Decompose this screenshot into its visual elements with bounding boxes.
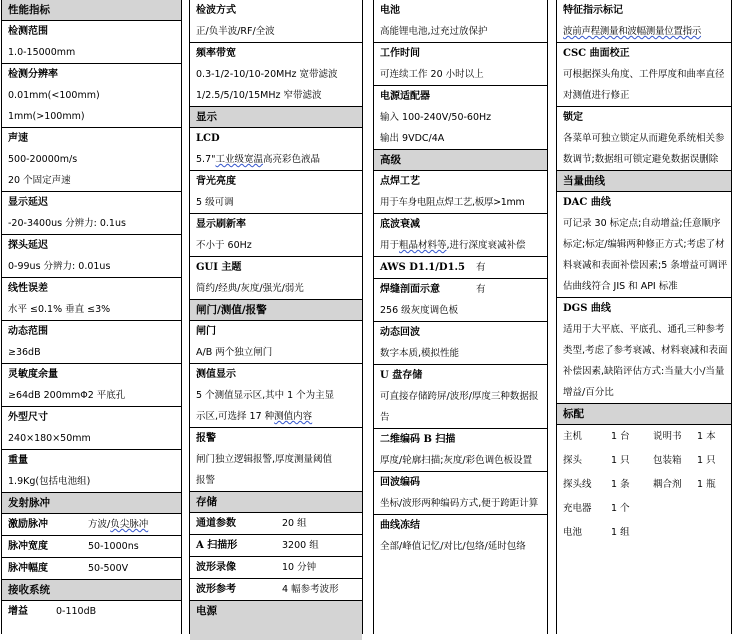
spec-pulse-amplitude-title: 脉冲幅度 <box>8 563 48 574</box>
spec-channel-title: 通道参数 <box>196 518 236 529</box>
spec-adapter-value-2: 输出 9VDC/4A <box>380 133 445 144</box>
spec-battery <box>374 0 547 43</box>
spec-backlight-title: 背光亮度 <box>196 176 236 187</box>
spec-backlight <box>190 171 362 214</box>
section-power: 电源 <box>190 601 362 640</box>
spec-work-time <box>374 43 547 86</box>
spec-gate <box>190 321 362 364</box>
spec-bandwidth-title: 频率带宽 <box>196 48 236 59</box>
section-pulse: 发射脉冲 <box>2 493 181 514</box>
spec-usb-value: 可直接存储跨屏/波形/厚度三种数据报告 <box>380 391 539 423</box>
column-power-advanced <box>373 0 548 634</box>
spec-measure-title: 测值显示 <box>196 369 236 380</box>
spec-sensitivity <box>2 364 181 407</box>
spec-aws-value: 有 <box>476 262 486 273</box>
spec-weight-title: 重量 <box>8 455 28 466</box>
spec-pulse-amplitude <box>2 558 181 580</box>
spec-pulse-width-title: 脉冲宽度 <box>8 541 48 552</box>
package-list <box>557 425 731 545</box>
spec-gain-value: 0-110dB <box>56 606 97 617</box>
spec-echo-encode-title: 回波编码 <box>380 477 420 488</box>
column-features <box>556 0 732 634</box>
spec-measure-value-2 <box>196 406 359 427</box>
spec-dac-title: DAC 曲线 <box>563 197 611 208</box>
spec-refresh <box>190 214 362 257</box>
spec-size-title: 外型尺寸 <box>8 412 48 423</box>
package-item-name: 充电器 <box>563 503 592 514</box>
spec-dynamic-echo-title: 动态回波 <box>380 327 420 338</box>
spec-sound-title: 声速 <box>8 133 28 144</box>
spec-size-value: 240×180×50mm <box>8 433 91 444</box>
spec-curve-freeze-title: 曲线冻结 <box>380 520 420 531</box>
spec-gate-title: 闸门 <box>196 326 216 337</box>
package-item-qty: 1 台 <box>611 431 630 442</box>
spec-ascan <box>190 535 362 557</box>
section-display: 显示 <box>190 107 362 128</box>
spec-battery-title: 电池 <box>380 5 400 16</box>
column-display-storage <box>189 0 363 634</box>
spec-lcd <box>190 128 362 171</box>
section-gate: 闸门/测值/报警 <box>190 300 362 321</box>
spec-curve-freeze-value: 全部/峰值记忆/对比/包络/延时包络 <box>380 541 526 552</box>
spec-csc-value: 可根据探头角度、工件厚度和曲率直径对测值进行修正 <box>563 69 725 101</box>
spec-detection-title: 检波方式 <box>196 5 236 16</box>
spec-gain <box>2 601 181 622</box>
spec-alarm <box>190 428 362 492</box>
spec-spot-weld <box>374 171 547 214</box>
spec-bscan <box>374 429 547 472</box>
package-item-name: 耦合剂 <box>653 479 682 490</box>
spec-gain-title: 增益 <box>8 606 28 617</box>
section-curve: 当量曲线 <box>557 171 731 192</box>
spec-measure-value-2-ul: 测值内容 <box>274 411 313 422</box>
spec-probe-delay-value: 0-99us 分辨力: 0.01us <box>8 261 111 272</box>
spec-channel-value: 20 组 <box>282 518 307 529</box>
spec-weight <box>2 450 181 493</box>
section-package: 标配 <box>557 404 731 425</box>
spec-display-delay-title: 显示延迟 <box>8 197 48 208</box>
spec-usb-title: U 盘存储 <box>380 370 423 381</box>
spec-battery-value: 高能锂电池,过充过放保护 <box>380 26 488 37</box>
spec-refresh-title: 显示刷新率 <box>196 219 246 230</box>
spec-excitation-title: 激励脉冲 <box>8 519 48 530</box>
spec-bandwidth-value-2: 1/2.5/5/10/15MHz 窄带滤波 <box>196 90 322 101</box>
spec-sound-value-1: 500-20000m/s <box>8 154 78 165</box>
spec-wave-ref-value: 4 幅参考波形 <box>282 584 339 595</box>
spec-lock <box>557 107 731 171</box>
spec-gate-value: A/B 两个独立闸门 <box>196 347 273 358</box>
spec-wave-record-value: 10 分钟 <box>282 562 317 573</box>
spec-ascan-title: A 扫描形 <box>196 540 238 551</box>
package-item-name <box>653 521 697 545</box>
package-item-name: 探头 <box>563 455 583 466</box>
spec-excitation-value <box>88 514 178 535</box>
spec-detection-value: 正/负半波/RF/全波 <box>196 26 275 37</box>
spec-feature-mark <box>557 0 731 43</box>
spec-dynamic-value: ≥36dB <box>8 347 41 358</box>
spec-weld-profile-header <box>380 279 544 300</box>
section-receiver: 接收系统 <box>2 580 181 601</box>
spec-curve-freeze <box>374 515 547 557</box>
spec-work-time-title: 工作时间 <box>380 48 420 59</box>
package-item-qty: 1 条 <box>611 479 630 490</box>
spec-weld-profile-flag: 有 <box>476 284 486 295</box>
spec-spot-weld-title: 点焊工艺 <box>380 176 420 187</box>
spec-bandwidth-value-1: 0.3-1/2-10/10-20MHz 宽带滤波 <box>196 69 338 80</box>
spec-bscan-title: 二维编码 B 扫描 <box>380 434 456 445</box>
spec-dac <box>557 192 731 298</box>
spec-sound-value-2: 20 个固定声速 <box>8 175 71 186</box>
spec-display-delay-value: -20-3400us 分辨力: 0.1us <box>8 218 126 229</box>
package-item-name: 说明书 <box>653 431 682 442</box>
spec-bandwidth <box>190 43 362 107</box>
spec-excitation <box>2 514 181 536</box>
spec-weld-profile-title: 焊缝剖面示意 <box>380 284 440 295</box>
spec-csc <box>557 43 731 107</box>
package-item-qty <box>697 497 733 521</box>
spec-backlight-value: 5 级可调 <box>196 197 234 208</box>
spec-range-value: 1.0-15000mm <box>8 47 76 58</box>
spec-dgs <box>557 298 731 404</box>
spec-refresh-value: 不小于 60Hz <box>196 240 252 251</box>
package-item-qty: 1 只 <box>697 455 716 466</box>
spec-gui-value: 简约/经典/灰度/强光/弱光 <box>196 283 304 294</box>
spec-excitation-value-pre: 方波/ <box>88 519 111 530</box>
spec-sound <box>2 128 181 192</box>
spec-lcd-value-ul: 工业级宽温 <box>215 154 263 165</box>
spec-alarm-value-1: 闸门独立逻辑报警,厚度测量阈值 <box>196 454 333 465</box>
spec-bscan-value: 厚度/轮廓扫描;灰度/彩色调色板设置 <box>380 455 533 466</box>
spec-csc-title: CSC 曲面校正 <box>563 48 630 59</box>
spec-wave-record <box>190 557 362 579</box>
package-grid <box>563 425 728 545</box>
package-item-qty: 1 瓶 <box>697 479 716 490</box>
column-performance <box>1 0 182 634</box>
spec-aws-title: AWS D1.1/D1.5 <box>380 262 465 273</box>
spec-bottom-atten-value-post: ,进行深度衰减补偿 <box>446 240 526 251</box>
spec-echo-encode <box>374 472 547 515</box>
spec-sensitivity-value: ≥64dB 200mmΦ2 平底孔 <box>8 390 126 401</box>
spec-dac-value: 可记录 30 标定点;自动增益;任意顺序标定;标定/编辑两种修正方式;考虑了材料衰减和表面补偿因素;5 条增益可调评估曲线符合 JIS 和 API 标准 <box>563 218 728 292</box>
spec-adapter-value-1: 输入 100-240V/50-60Hz <box>380 112 492 123</box>
spec-wave-ref-title: 波形参考 <box>196 584 236 595</box>
spec-pulse-width-value: 50-1000ns <box>88 541 139 552</box>
spec-dynamic-echo <box>374 322 547 365</box>
spec-lcd-value-post: 高亮彩色液晶 <box>263 154 321 165</box>
spec-dgs-value: 适用于大平底、平底孔、通孔三种参考类型,考虑了参考衰减、材料衰减和表面补偿因素,缺陷评估方式:当量大小/当量增益/百分比 <box>563 324 728 398</box>
spec-bottom-atten-title: 底波衰减 <box>380 219 420 230</box>
spec-dynamic <box>2 321 181 364</box>
spec-resolution-title: 检测分辨率 <box>8 69 58 80</box>
package-item-qty: 1 本 <box>697 431 716 442</box>
package-item-name: 包装箱 <box>653 455 682 466</box>
spec-linearity <box>2 278 181 321</box>
spec-feature-mark-title: 特征指示标记 <box>563 5 623 16</box>
spec-work-time-value: 可连续工作 20 小时以上 <box>380 69 484 80</box>
spec-lcd-value-pre: 5.7" <box>196 154 216 165</box>
package-item-name: 主机 <box>563 431 583 442</box>
spec-pulse-amplitude-value: 50-500V <box>88 563 129 574</box>
spec-wave-record-title: 波形录像 <box>196 562 236 573</box>
spec-spot-weld-value: 用于车身电阻点焊工艺,板厚>1mm <box>380 197 525 208</box>
spec-pulse-width <box>2 536 181 558</box>
package-item-name: 探头线 <box>563 479 592 490</box>
section-advanced: 高级 <box>374 150 547 171</box>
spec-size <box>2 407 181 450</box>
spec-dynamic-echo-value: 数字本质,模拟性能 <box>380 348 460 359</box>
spec-bottom-atten-value-pre: 用于 <box>380 240 400 251</box>
spec-gui <box>190 257 362 300</box>
spec-alarm-value-2: 报警 <box>196 475 216 486</box>
spec-range-title: 检测范围 <box>8 26 48 37</box>
spec-bottom-atten-value-ul: 粗晶材料等 <box>399 240 447 251</box>
package-item-qty: 1 只 <box>611 455 630 466</box>
spec-weld-profile <box>374 279 547 322</box>
spec-adapter <box>374 86 547 150</box>
spec-wave-ref <box>190 579 362 601</box>
spec-probe-delay-title: 探头延迟 <box>8 240 48 251</box>
spec-sensitivity-title: 灵敏度余量 <box>8 369 58 380</box>
spec-resolution <box>2 64 181 128</box>
spec-excitation-value-ul: 负尖脉冲 <box>110 519 149 530</box>
section-performance: 性能指标 <box>2 0 181 21</box>
spec-measure <box>190 364 362 428</box>
spec-lcd-title: LCD <box>196 133 220 144</box>
spec-lock-value: 各菜单可独立锁定从而避免系统相关参数调节;数据组可锁定避免数据误删除 <box>563 133 725 165</box>
spec-bottom-atten <box>374 214 547 257</box>
package-item-qty: 1 个 <box>611 503 630 514</box>
section-storage: 存储 <box>190 492 362 513</box>
spec-aws <box>374 257 547 279</box>
spec-lock-title: 锁定 <box>563 112 583 123</box>
spec-bottom-atten-value <box>380 235 544 256</box>
package-item-name: 电池 <box>563 527 583 538</box>
spec-channel <box>190 513 362 535</box>
spec-display-delay <box>2 192 181 235</box>
package-item-qty: 1 组 <box>611 527 630 538</box>
spec-adapter-title: 电源适配器 <box>380 91 430 102</box>
package-item-name <box>653 497 697 521</box>
spec-alarm-title: 报警 <box>196 433 216 444</box>
spec-resolution-value-1: 0.01mm(<100mm) <box>8 90 100 101</box>
spec-echo-encode-value: 坐标/波形两种编码方式,便于跨距计算 <box>380 498 539 509</box>
spec-weight-value: 1.9Kg(包括电池组) <box>8 476 91 487</box>
spec-measure-value-2-pre: 示区,可选择 17 种 <box>196 411 275 422</box>
spec-resolution-value-2: 1mm(>100mm) <box>8 111 85 122</box>
spec-measure-value-1: 5 个测值显示区,其中 1 个为主显 <box>196 390 335 401</box>
spec-dgs-title: DGS 曲线 <box>563 303 611 314</box>
spec-range <box>2 21 181 64</box>
spec-linearity-value: 水平 ≤0.1% 垂直 ≤3% <box>8 304 111 315</box>
spec-gui-title: GUI 主题 <box>196 262 242 273</box>
spec-ascan-value: 3200 组 <box>282 540 319 551</box>
spec-weld-profile-value: 256 级灰度调色板 <box>380 305 459 316</box>
spec-usb <box>374 365 547 429</box>
spec-linearity-title: 线性误差 <box>8 283 48 294</box>
package-item-qty <box>697 521 733 545</box>
spec-detection <box>190 0 362 43</box>
spec-lcd-value <box>196 149 359 170</box>
spec-probe-delay <box>2 235 181 278</box>
spec-feature-mark-value: 波前声程测量和波幅测量位置指示 <box>563 26 702 37</box>
spec-dynamic-title: 动态范围 <box>8 326 48 337</box>
